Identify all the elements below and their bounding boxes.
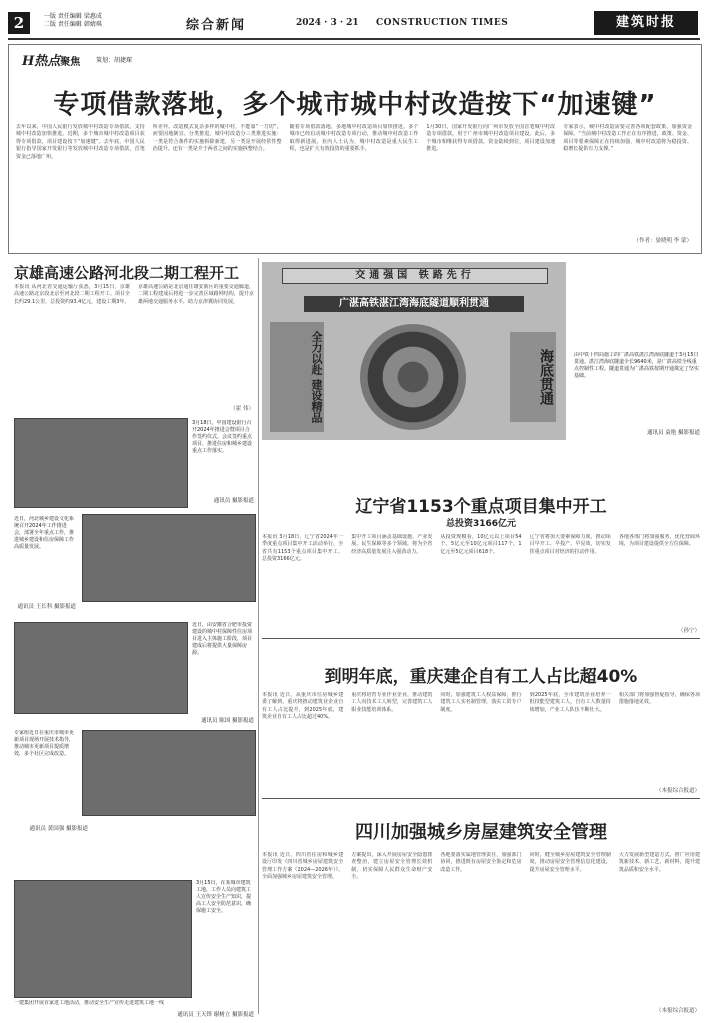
masthead-logo: 建筑时报 xyxy=(594,11,698,35)
photo-credit: 通讯员 王长科 摄影报道 xyxy=(17,604,76,610)
planner-credit: 策划：胡捷琛 xyxy=(96,57,133,64)
lead-body xyxy=(16,124,692,232)
page-number: 2 xyxy=(8,12,30,34)
lead-column: 专家表示，城中村改造需要完善各项配套政策，加强资金保障。“当前城中村改造工作正在有序推进，政策、资金、项目等要素保障正在持续加强，城中村改造将为稳投资、稳增长提供有力支撑。” xyxy=(563,124,692,153)
photo-caption: 近日，由安徽省合肥市投资建设的城中村保障性住房项目进入主体施工阶段，项目建成后将提供大量保障房源。 xyxy=(192,622,253,656)
edition-line: 一版 责任编辑 梁惠成 xyxy=(44,13,102,20)
section-title: 综合新闻 xyxy=(186,18,247,33)
tunnel-photo xyxy=(262,262,566,440)
chongqing-title[interactable]: 到明年底，重庆建企自有工人占比超40% xyxy=(324,667,638,687)
photo-caption: 近日，河北城乡建设文化系统召开2024年工作推进会，部署全年重点工作，推进城乡建设和住房保障工作高质量发展。 xyxy=(14,516,75,550)
photo-conference xyxy=(14,418,188,508)
sichuan-column: 各地要落实属地管理责任，加强部门协同，推进既有房屋安全鉴定和危房改造工作。 xyxy=(440,852,522,873)
photo-credit: 通讯员 陈国 摄影报道 xyxy=(201,718,254,724)
sign-right-slogan: 海底贯通 xyxy=(510,332,556,422)
divider xyxy=(262,798,700,799)
left-article-column: 本报讯 从河北省交通运输厅获悉，3月15日，京雄高速公路北京段北京至河北段二期工程开工。项目全长约29.1公里，总投资约93.4亿元，建设工期3年。 xyxy=(14,284,130,305)
chongqing-byline: （本报综合报道） xyxy=(655,788,700,794)
chongqing-column: 重庆将培育专业作业企业，推动建筑工人向技术工人转型，完善建筑工人职业技能培训体系。 xyxy=(351,692,433,713)
liaoning-column: 集中开工项目涵盖基础设施、产业发展、民生保障等多个领域，将为全省经济高质量发展注入强劲动力。 xyxy=(351,534,433,555)
liaoning-subtitle: 总投资3166亿元 xyxy=(445,519,517,529)
liaoning-column: 本报讯 3月18日，辽宁省2024年一季度重点项目集中开工活动举行，全省共有1153个重点项目集中开工，总投资3166亿元。 xyxy=(262,534,344,563)
chongqing-body xyxy=(262,692,700,784)
photo-construction-workers xyxy=(14,880,192,998)
sign-banner: 广湛高铁湛江湾海底隧道顺利贯通 xyxy=(304,296,524,312)
lead-headline[interactable]: 专项借款落地，多个城市城中村改造按下“加速键” xyxy=(53,90,657,120)
edition-info xyxy=(44,13,102,29)
photo-credit: 通讯员 摄影报道 xyxy=(213,498,254,504)
sichuan-column: 本报讯 近日，四川省住房和城乡建设厅印发《四川省城乡房屋建筑安全管理工作方案（2024—2026年）》，全面加强城乡房屋建筑安全管理。 xyxy=(262,852,344,881)
hot-focus-tag xyxy=(22,50,80,69)
sichuan-byline: （本报综合报道） xyxy=(655,1008,700,1014)
sichuan-body xyxy=(262,852,700,1002)
photo-credit: 通讯员 黄国强 摄影报道 xyxy=(29,826,88,832)
sichuan-title[interactable]: 四川加强城乡房屋建筑安全管理 xyxy=(355,822,607,843)
issue-date: 2024 · 3 · 21 xyxy=(296,18,359,28)
left-article-byline: （霍 伟） xyxy=(230,406,254,412)
tunnel-boring-machine xyxy=(360,324,466,430)
chongqing-column: 到2025年底，全市建筑企业培养一批技能型建筑工人，自有工人数量持续增加，产业工人队伍不断壮大。 xyxy=(529,692,611,713)
sichuan-column: 同时，健全城乡房屋建筑安全管理制度，推动房屋安全管理信息化建设，提升房屋安全管理水平。 xyxy=(529,852,611,873)
liaoning-body xyxy=(262,534,700,626)
lead-column: 去年以来，中国人民银行发放城中村改造专项借款，支持城中村改造加快推进。近期，多个城市城中村改造项目获得专项借款，项目建设按下“加速键”。去年底，中国人民银行指导国家开发银行等发放城中村改造专项借款，首笔资金已落地广州。 xyxy=(16,124,145,160)
left-article-column: 京雄高速公路是北京通往雄安新区的重要交通廊道，二期工程建成后将进一步完善区域路网结构，提升京雄两地交通服务水平，助力京津冀协同发展。 xyxy=(138,284,254,305)
hot-tag-sub: 聚焦 xyxy=(60,57,81,68)
photo-expert-meeting xyxy=(82,730,256,816)
liaoning-column: 从投资规模看，10亿元以上项目54个，5亿元至10亿元项目117个，1亿元至5亿元项目618个。 xyxy=(440,534,522,555)
lead-column: 随着专项借款落地，多地城中村改造项目加快推进。多个城市已经启动城中村改造专项行动，推动城中村改造工作取得新进展。业内人士认为，城中村改造是重大民生工程，也是扩大有效投资的重要抓手。 xyxy=(289,124,419,153)
lead-byline: （作者：晏晓明 李 蒙） xyxy=(633,238,692,244)
sichuan-column: 大力发展新型建造方式，推广应用建筑新技术、新工艺、新材料，提升建筑品质和安全水平。 xyxy=(618,852,701,873)
liaoning-column: 各地各部门将加强服务，优化营商环境，为项目建设提供全方位保障。 xyxy=(618,534,701,548)
liaoning-column: 辽宁省将加大要素保障力度，推动项目早开工、早投产、早见效，切实发挥重点项目对经济的拉动作用。 xyxy=(529,534,611,555)
photo-meeting-stage xyxy=(82,514,256,602)
lead-column: 所差异。改造模式复杂多样的城中村，不能靠“一刀切”，而要因地制宜、分类推进。城中村改造分三类推进实施：一类是符合条件的实施拆除新建，另一类是开展经常性整治提升。还有一类是介于两者之间的实施拆整结合。 xyxy=(152,124,282,153)
paper-english-name: CONSTRUCTION TIMES xyxy=(376,18,509,28)
photo-caption: 3月15日，在某城市建筑工地，工作人员向建筑工人宣传安全生产知识，提高工人安全防范意识，确保施工安全。 xyxy=(196,880,252,914)
liaoning-title[interactable]: 辽宁省1153个重点项目集中开工 xyxy=(355,497,607,517)
sichuan-column: 方案提出，深入开展房屋安全隐患排查整治，建立房屋安全管理长效机制，切实保障人民群众生命财产安全。 xyxy=(351,852,433,881)
photo-caption: 专家组近日在重庆市城市更新项目现场开展技术指导，推动城市更新项目提质增效，多个社区完成改造。 xyxy=(14,730,75,757)
photo-caption: 3月18日，中国建设银行召开2024年推进会暨项目合作签约仪式。会议签约重点项目，推进住房和城乡建设重点工作落实。 xyxy=(192,420,253,454)
sign-left-slogan: 全力以赴 建设精品 xyxy=(270,322,324,432)
photo-housing-aerial xyxy=(14,622,188,714)
hot-tag-main: H热点 xyxy=(22,54,61,69)
tunnel-credit: 通讯员 袁艳 摄影报道 xyxy=(647,430,700,436)
left-article-body xyxy=(14,284,254,404)
column-separator xyxy=(258,258,259,1014)
chongqing-column: 同时，加强建筑工人权益保障，推行建筑工人实名制管理，落实工资专户制度。 xyxy=(440,692,522,713)
edition-line: 二版 责任编辑 韩婧琪 xyxy=(44,21,102,28)
divider xyxy=(262,638,700,639)
liaoning-byline: （孙宁） xyxy=(677,628,700,634)
sign-top-board: 交通强国 铁路先行 xyxy=(282,268,548,284)
chongqing-column: 本报讯 近日，从重庆市住房城乡建委了解到，重庆将推动建筑业企业自有工人占比提升，到2025年底，建筑企业自有工人占比超过40%。 xyxy=(262,692,344,721)
photo-credit: 通讯员 王天铎 谢树立 摄影报道 xyxy=(177,1012,254,1018)
photo-bottom-caption: 一建集团开展百家进工地活动，推动安全生产宣传走进建筑工地一线 xyxy=(14,1000,165,1006)
lead-column: 1月30日，国家开发银行向广州市发放全国首笔城中村改造专项借款，用于广州市城中村改造项目建设。此后，多个城市相继获得专项借款，资金陆续到位，项目建设加速推进。 xyxy=(426,124,556,153)
header-rule xyxy=(8,38,700,40)
chongqing-column: 相关部门将加强督促指导，确保各项措施落地见效。 xyxy=(618,692,701,706)
tunnel-caption: 由中铁十四局施工的广湛高铁湛江湾海底隧道于3月15日贯通。湛江湾海底隧道全长9640米，是广湛高铁全线重点控制性工程。隧道贯通为广湛高铁按期开通奠定了坚实基础。 xyxy=(574,352,700,379)
left-article-title[interactable]: 京雄高速公路河北段二期工程开工 xyxy=(14,264,240,282)
